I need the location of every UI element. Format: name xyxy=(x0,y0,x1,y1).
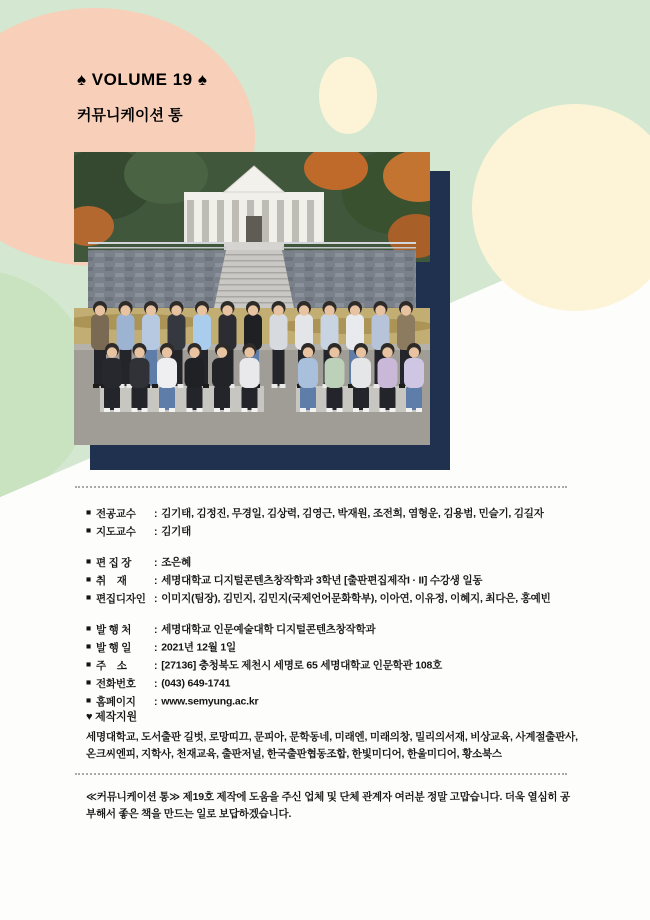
support-heading: ♥ 제작지원 xyxy=(86,711,137,723)
credit-value: (043) 649-1741 xyxy=(161,677,231,690)
stone-wall-left xyxy=(88,250,226,308)
credit-group xyxy=(86,553,591,607)
credit-line xyxy=(86,571,591,589)
page-title: 커뮤니케이션 통 xyxy=(77,107,183,124)
credit-value: 김기태, 김정진, 무경일, 김상력, 김영근, 박재원, 조전희, 염형운, 김용범, 민슬기, 김길자 xyxy=(161,507,544,520)
credit-label: 전공교수 xyxy=(95,507,136,520)
credit-separator: : xyxy=(153,507,158,520)
volume-label: ♠ VOLUME 19 ♠ xyxy=(77,70,208,89)
dotted-divider-top xyxy=(75,486,567,488)
credit-label: 발 행 처 xyxy=(95,623,132,636)
credit-separator: : xyxy=(153,556,158,569)
closing-note: ≪커뮤니케이션 통≫ 제19호 제작에 도움을 주신 업체 및 단체 관계자 여러분 정말 고맙습니다. 더욱 열심히 공부해서 좋은 책을 만드는 일로 보답하겠습니다. xyxy=(86,791,571,820)
credit-label: 편집디자인 xyxy=(95,592,146,605)
credit-value: www.semyung.ac.kr xyxy=(161,695,259,708)
credit-label: 취 재 xyxy=(95,574,127,587)
square-bullet-icon: ■ xyxy=(86,574,91,584)
credit-separator: : xyxy=(153,659,158,672)
square-bullet-icon: ■ xyxy=(86,592,91,602)
credit-value: 김기태 xyxy=(161,525,192,538)
credit-line xyxy=(86,692,591,710)
square-bullet-icon: ■ xyxy=(86,556,91,566)
credit-group xyxy=(86,504,591,540)
credit-separator: : xyxy=(153,623,158,636)
credit-line xyxy=(86,620,591,638)
group-photo xyxy=(74,152,430,445)
credit-label: 발 행 일 xyxy=(95,641,132,654)
credit-separator: : xyxy=(153,592,158,605)
credit-line xyxy=(86,589,591,607)
square-bullet-icon: ■ xyxy=(86,641,91,651)
dotted-divider-bottom xyxy=(75,773,567,775)
credit-line xyxy=(86,656,591,674)
credit-label: 홈페이지 xyxy=(95,695,136,708)
support-companies: 세명대학교, 도서출판 길벗, 로망띠끄, 문피아, 문학동네, 미래엔, 미래의창, 밀리의서재, 비상교육, 사계절출판사, 온크씨엔피, 지학사, 천재교육, 출판저널, 한국출판협동조합, 한빛미디어, 한울미디어, 황소북스 xyxy=(86,731,578,760)
cream-ellipse-small xyxy=(319,57,377,134)
credit-line xyxy=(86,638,591,656)
credits-block xyxy=(86,504,591,723)
square-bullet-icon: ■ xyxy=(86,507,91,517)
credit-line xyxy=(86,553,591,571)
stone-wall-right xyxy=(282,250,416,308)
square-bullet-icon: ■ xyxy=(86,677,91,687)
square-bullet-icon: ■ xyxy=(86,525,91,535)
credit-separator: : xyxy=(153,677,158,690)
credit-value: 세명대학교 인문예술대학 디지털콘텐츠창작학과 xyxy=(161,623,376,636)
credit-separator: : xyxy=(153,641,158,654)
credit-line xyxy=(86,504,591,522)
bench-left xyxy=(100,386,264,412)
credit-label: 지도교수 xyxy=(95,525,136,538)
credit-value: 2021년 12월 1일 xyxy=(161,641,236,654)
staircase xyxy=(214,250,294,308)
credit-value: 이미지(팀장), 김민지, 김민지(국제언어문화학부), 이아연, 이유정, 이혜지, 최다은, 홍예빈 xyxy=(161,592,551,605)
credit-value: 조은혜 xyxy=(161,556,192,569)
credit-value: [27136] 충청북도 제천시 세명로 65 세명대학교 인문학관 108호 xyxy=(161,659,443,672)
credit-label: 편 집 장 xyxy=(95,556,132,569)
credit-label: 주 소 xyxy=(95,659,127,672)
production-support-block xyxy=(86,710,582,763)
credit-value: 세명대학교 디지털콘텐츠창작학과 3학년 [출판편집제작I · II] 수강생 일동 xyxy=(161,574,483,587)
credit-line xyxy=(86,522,591,540)
square-bullet-icon: ■ xyxy=(86,659,91,669)
credit-separator: : xyxy=(153,695,158,708)
credit-line xyxy=(86,674,591,692)
credit-separator: : xyxy=(153,574,158,587)
square-bullet-icon: ■ xyxy=(86,695,91,705)
square-bullet-icon: ■ xyxy=(86,623,91,633)
credit-separator: : xyxy=(153,525,158,538)
credit-group xyxy=(86,620,591,710)
credit-label: 전화번호 xyxy=(95,677,136,690)
